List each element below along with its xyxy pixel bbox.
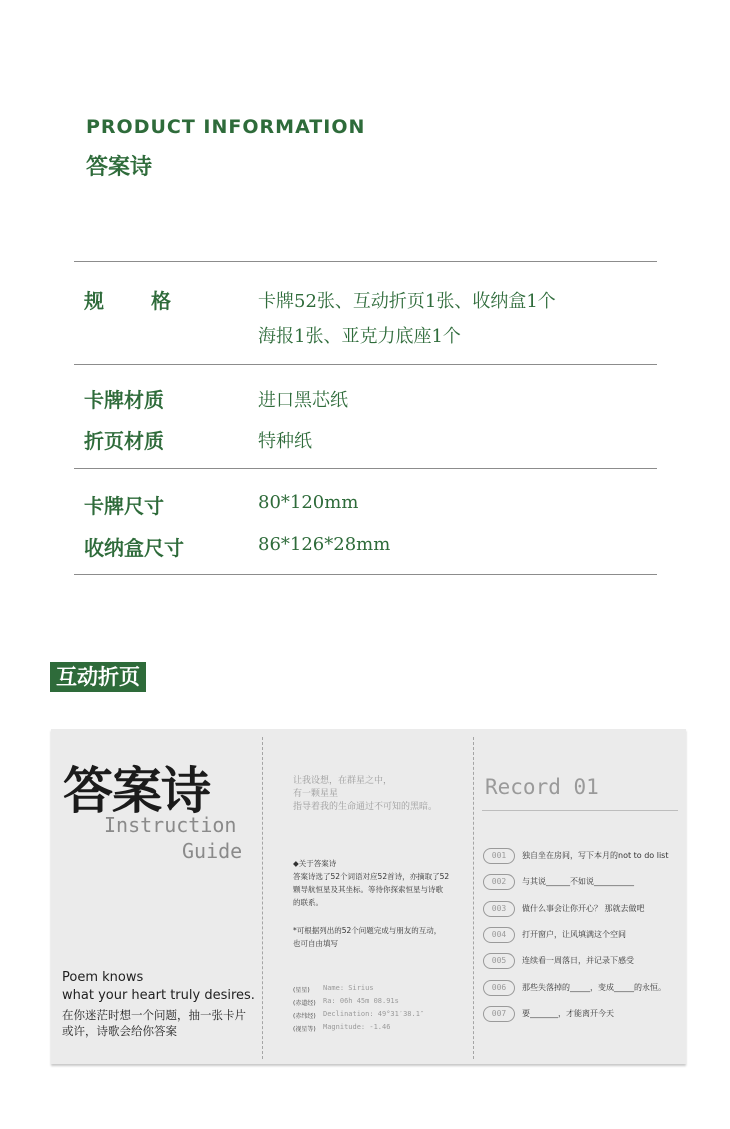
about-line-1: 答案诗选了52个词语对应52首诗，亦摘取了52 xyxy=(293,872,450,881)
record-text: 做什么事会让你开心？ 那就去做吧 xyxy=(522,904,645,913)
star-val-mag: Magnitude: -1.46 xyxy=(323,1023,391,1031)
spec-label-size: 规格 xyxy=(84,289,218,313)
record-number-badge: 003 xyxy=(483,901,515,917)
record-number-badge: 001 xyxy=(483,848,515,864)
about-line-3: 的联系。 xyxy=(293,898,323,907)
star-key-name: (星星) xyxy=(293,987,310,994)
fold-line xyxy=(262,737,263,1059)
about-title: ◆关于答案诗 xyxy=(293,859,337,868)
star-val-ra: Ra: 06h 45m 08.91s xyxy=(323,997,399,1005)
poem-cn-1: 在你迷茫时想一个问题，抽一张卡片 xyxy=(62,1008,246,1022)
spec-value-contents-line2: 海报1张、亚克力底座1个 xyxy=(258,326,461,347)
record-number-badge: 005 xyxy=(483,953,515,969)
record-text: 与其说______不如说__________ xyxy=(522,877,634,886)
fold-title: 答案诗 xyxy=(63,762,210,820)
divider xyxy=(74,468,657,469)
intro-line-2: 有一颗星星 xyxy=(293,789,339,799)
note-line-1: *可根据列出的52个问题完成与朋友的互动， xyxy=(293,926,442,935)
poem-en-1: Poem knows xyxy=(62,970,144,985)
divider xyxy=(74,364,657,365)
star-val-dec: Declination: 49°31′38.1″ xyxy=(323,1010,425,1018)
note-line-2: 也可自由填写 xyxy=(293,939,338,948)
record-number-badge: 007 xyxy=(483,1006,515,1022)
spec-label-fold-material: 折页材质 xyxy=(84,429,164,453)
star-key-dec: (赤纬经) xyxy=(293,1013,316,1020)
spec-value-box-size: 86*126*28mm xyxy=(258,534,391,555)
about-line-2: 颗导航恒星及其坐标。等待你探索恒星与诗歌 xyxy=(293,885,443,894)
poem-cn-2: 或许，诗歌会给你答案 xyxy=(62,1024,177,1038)
fold-page-image xyxy=(51,729,686,1064)
record-underline xyxy=(482,810,678,811)
record-number-badge: 002 xyxy=(483,874,515,890)
record-text: 要_______，才能离开今天 xyxy=(522,1009,614,1018)
record-text: 打开窗户，让风填满这个空间 xyxy=(522,930,626,939)
fold-line xyxy=(473,737,474,1059)
section-badge: 互动折页 xyxy=(50,662,146,692)
product-name: 答案诗 xyxy=(86,154,153,180)
star-key-ra: (赤道经) xyxy=(293,1000,316,1007)
record-text: 连续看一周落日，并记录下感受 xyxy=(522,956,634,965)
poem-en-2: what your heart truly desires. xyxy=(62,988,255,1003)
record-number-badge: 006 xyxy=(483,980,515,996)
spec-label-card-material: 卡牌材质 xyxy=(84,388,164,412)
spec-value-fold-material: 特种纸 xyxy=(258,431,312,452)
intro-line-3: 指导着我的生命通过不可知的黑暗。 xyxy=(293,802,438,812)
spec-label-card-size: 卡牌尺寸 xyxy=(84,494,164,518)
record-title: Record 01 xyxy=(485,775,599,799)
spec-label-box-size: 收纳盒尺寸 xyxy=(84,536,184,560)
guide-line-2: Guide xyxy=(182,839,243,863)
record-text: 那些失落掉的_____，变成_____的永恒。 xyxy=(522,983,666,992)
spec-value-contents-line1: 卡牌52张、互动折页1张、收纳盒1个 xyxy=(258,291,556,312)
divider xyxy=(74,261,657,262)
divider xyxy=(74,574,657,575)
star-val-name: Name: Sirius xyxy=(323,984,374,992)
product-info-title: PRODUCT INFORMATION xyxy=(86,116,366,138)
record-text: 独自坐在房间，写下本月的not to do list xyxy=(522,851,669,860)
record-number-badge: 004 xyxy=(483,927,515,943)
spec-value-card-size: 80*120mm xyxy=(258,492,359,513)
intro-line-1: 让我设想，在群星之中， xyxy=(293,776,393,786)
spec-value-card-material: 进口黑芯纸 xyxy=(258,390,348,411)
star-key-mag: (视星等) xyxy=(293,1026,316,1033)
guide-line-1: Instruction xyxy=(104,813,237,837)
